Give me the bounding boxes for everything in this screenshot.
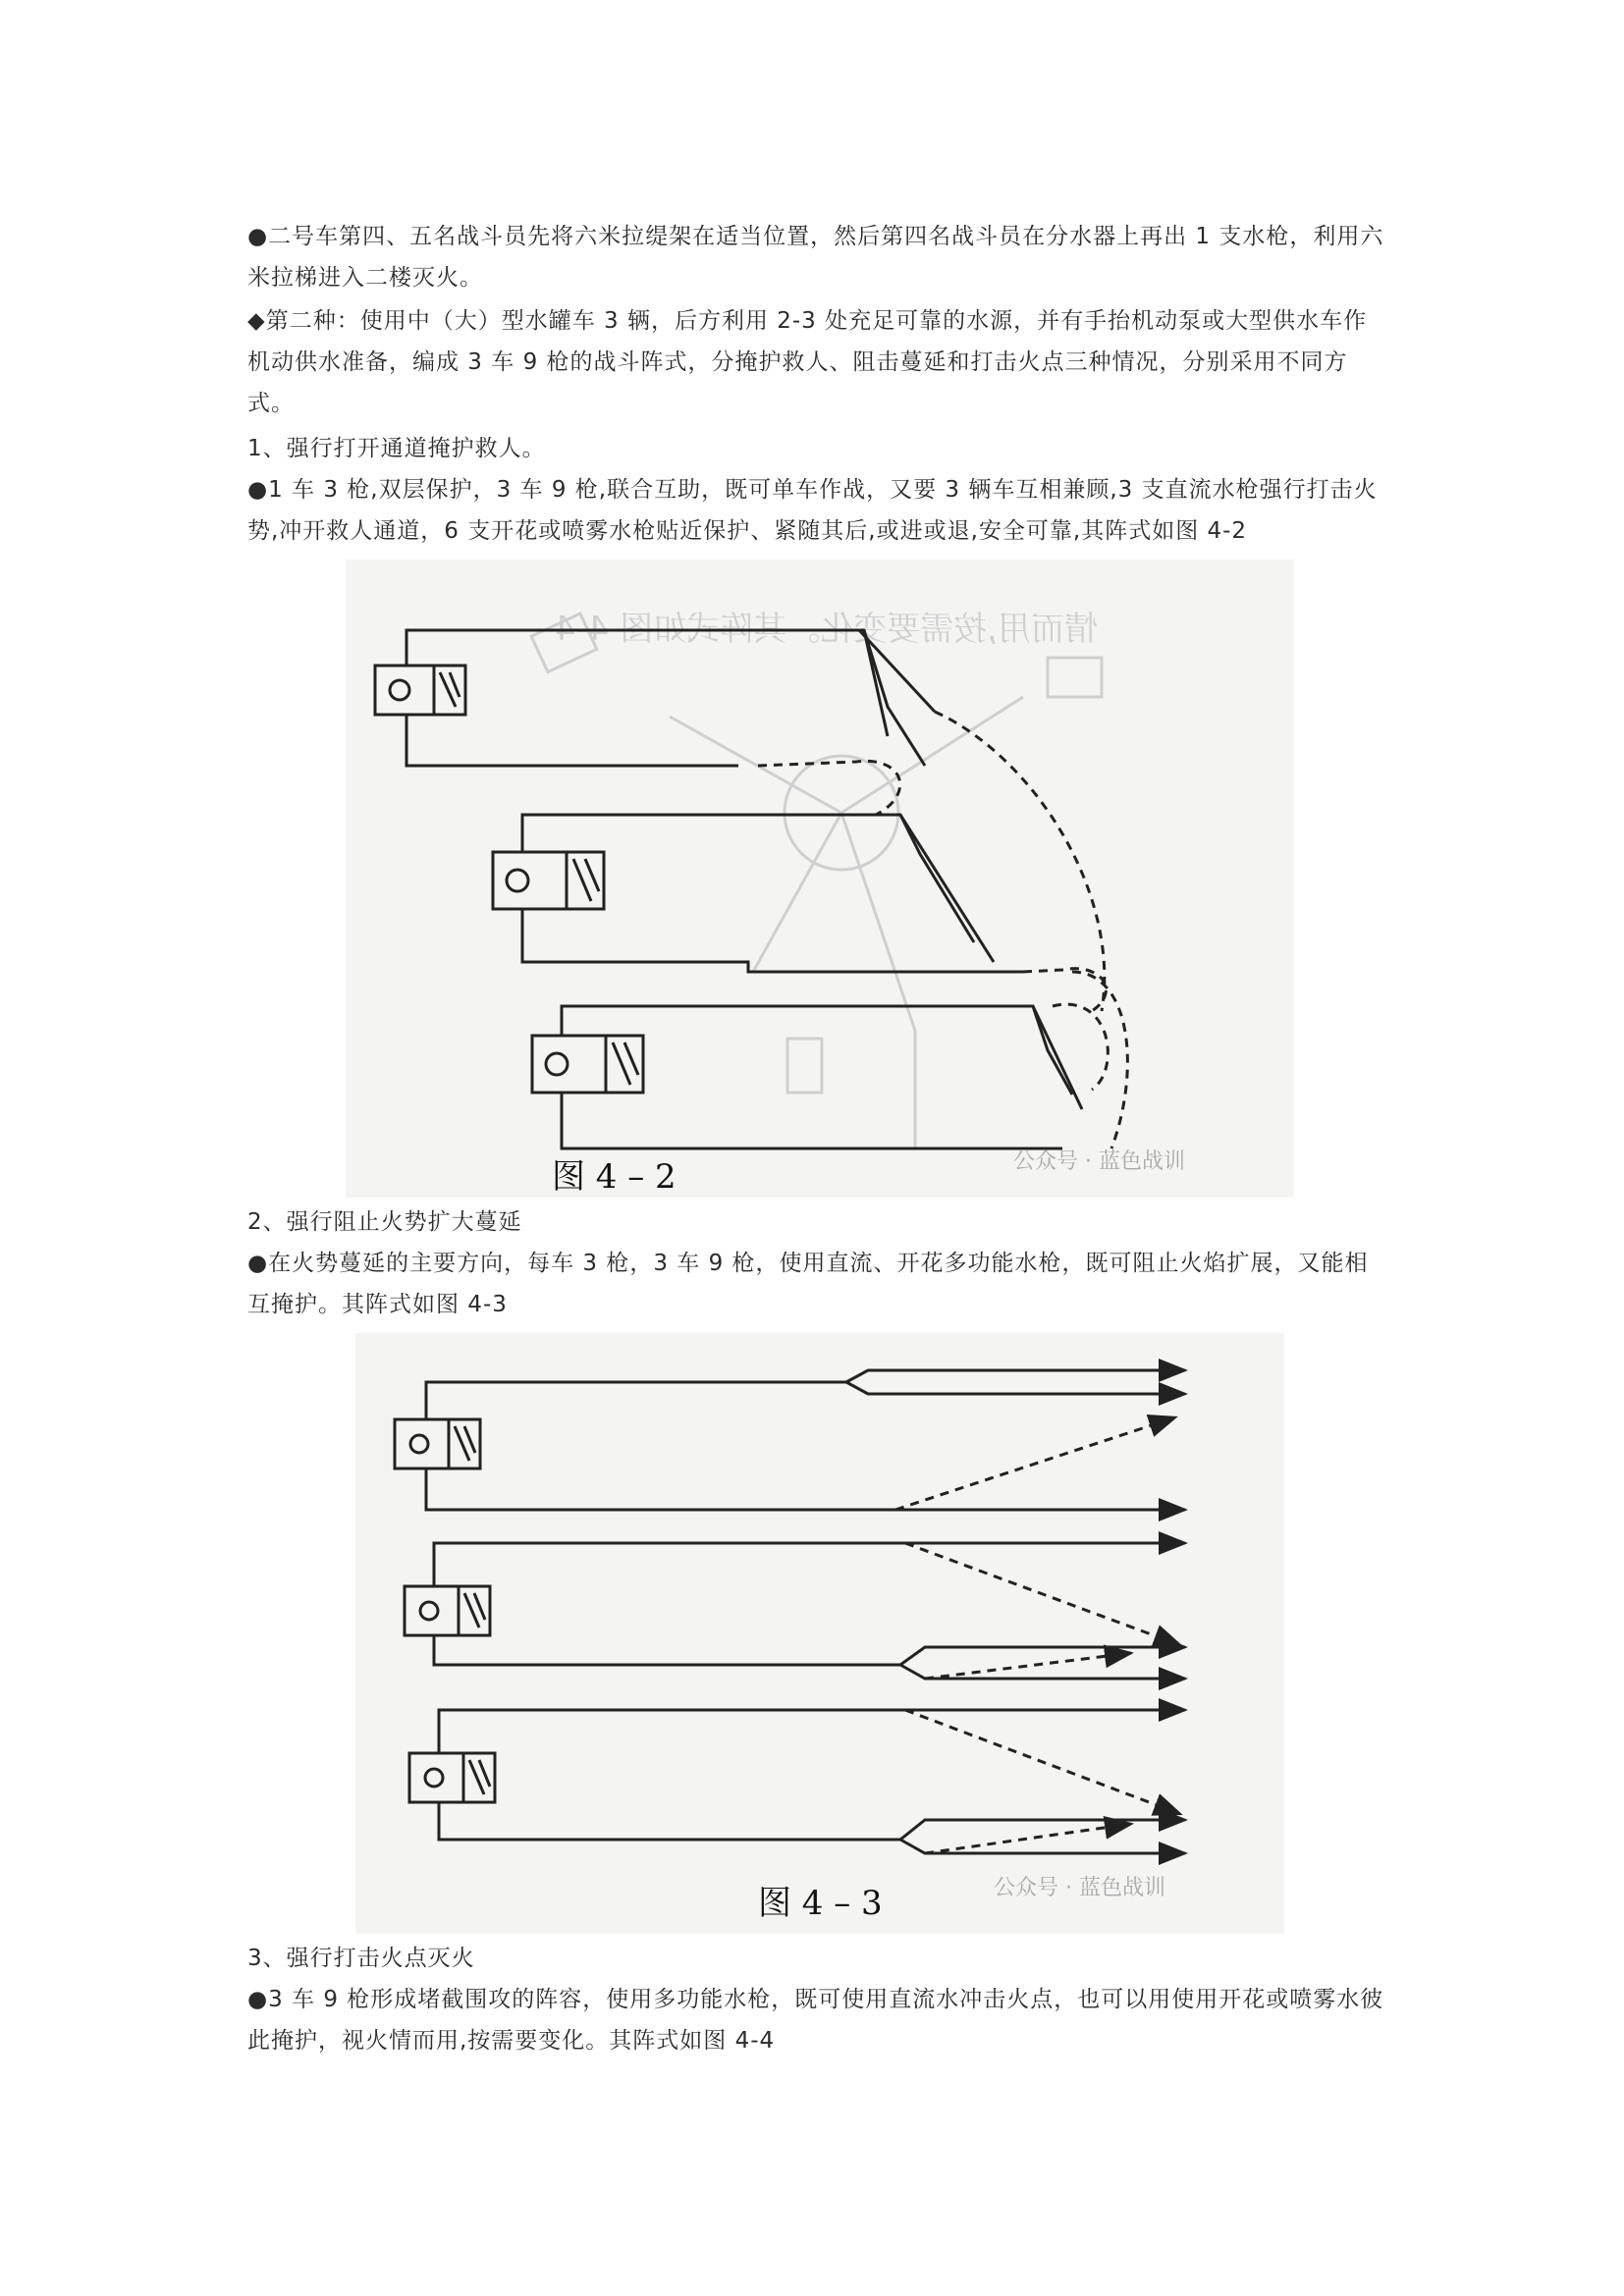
heading-strike-fire: 3、强行打击火点灭火 [247,1946,475,1971]
truck-2 [493,815,1106,1011]
figure-4-3-diagram [355,1333,1284,1934]
figure-4-2 [346,560,1294,1198]
truck-1 [395,1370,1185,1510]
paragraph-strike-fire: ●3 车 9 枪形成堵截围攻的阵容，使用多功能水枪，既可使用直流水冲击火点，也可以用使用开花或喷雾水彼此掩护，视火情而用,按需要变化。其阵式如图 4-4 [247,1987,1384,2054]
figure-4-3 [355,1333,1284,1934]
watermark-4-3: 公众号 · 蓝色战训 [994,1876,1165,1900]
heading-open-channel: 1、强行打开通道掩护救人。 [247,436,546,461]
figure-4-2-diagram [346,560,1294,1198]
watermark-4-2: 公众号 · 蓝色战训 [1013,1149,1185,1174]
paragraph-second-truck: ●二号车第四、五名战斗员先将六米拉缇架在适当位置，然后第四名战斗员在分水器上再出 1 支水枪，利用六米拉梯进入二楼灭火。 [247,224,1384,291]
paragraph-open-channel: ●1 车 3 枪,双层保护，3 车 9 枪,联合互助，既可单车作战，又要 3 辆车互相兼顾,3 支直流水枪强行打击火势,冲开救人通道，6 支开花或喷雾水枪贴近保护、紧随其后,或进或退,安全可靠,其阵式如图 4-2 [247,477,1378,544]
figure-4-2-caption: 图 4 – 2 [552,1157,677,1197]
ghost-diagram [531,614,1102,1148]
truck-3 [532,972,1127,1148]
paragraph-stop-spread: ●在火势蔓延的主要方向，每车 3 枪，3 车 9 枪，使用直流、开花多功能水枪，既可阻止火焰扩展，又能相互掩护。其阵式如图 4-3 [247,1251,1369,1317]
bleed-through-text: 情而用,按需要变化。其阵式如图 4-4 [554,610,1098,649]
truck-3 [409,1710,1185,1853]
heading-stop-spread: 2、强行阻止火势扩大蔓延 [247,1209,522,1235]
paragraph-second-method: ◆第二种：使用中（大）型水罐车 3 辆，后方利用 2-3 处充足可靠的水源，并有手抬机动泵或大型供水车作机动供水准备，编成 3 车 9 枪的战斗阵式，分掩护救人、阻击蔓延和打击火点三种情况，分别采用不同方式。 [247,308,1368,416]
truck-2 [405,1543,1185,1679]
truck-1 [375,630,1105,1011]
figure-4-3-caption: 图 4 – 3 [758,1884,883,1923]
